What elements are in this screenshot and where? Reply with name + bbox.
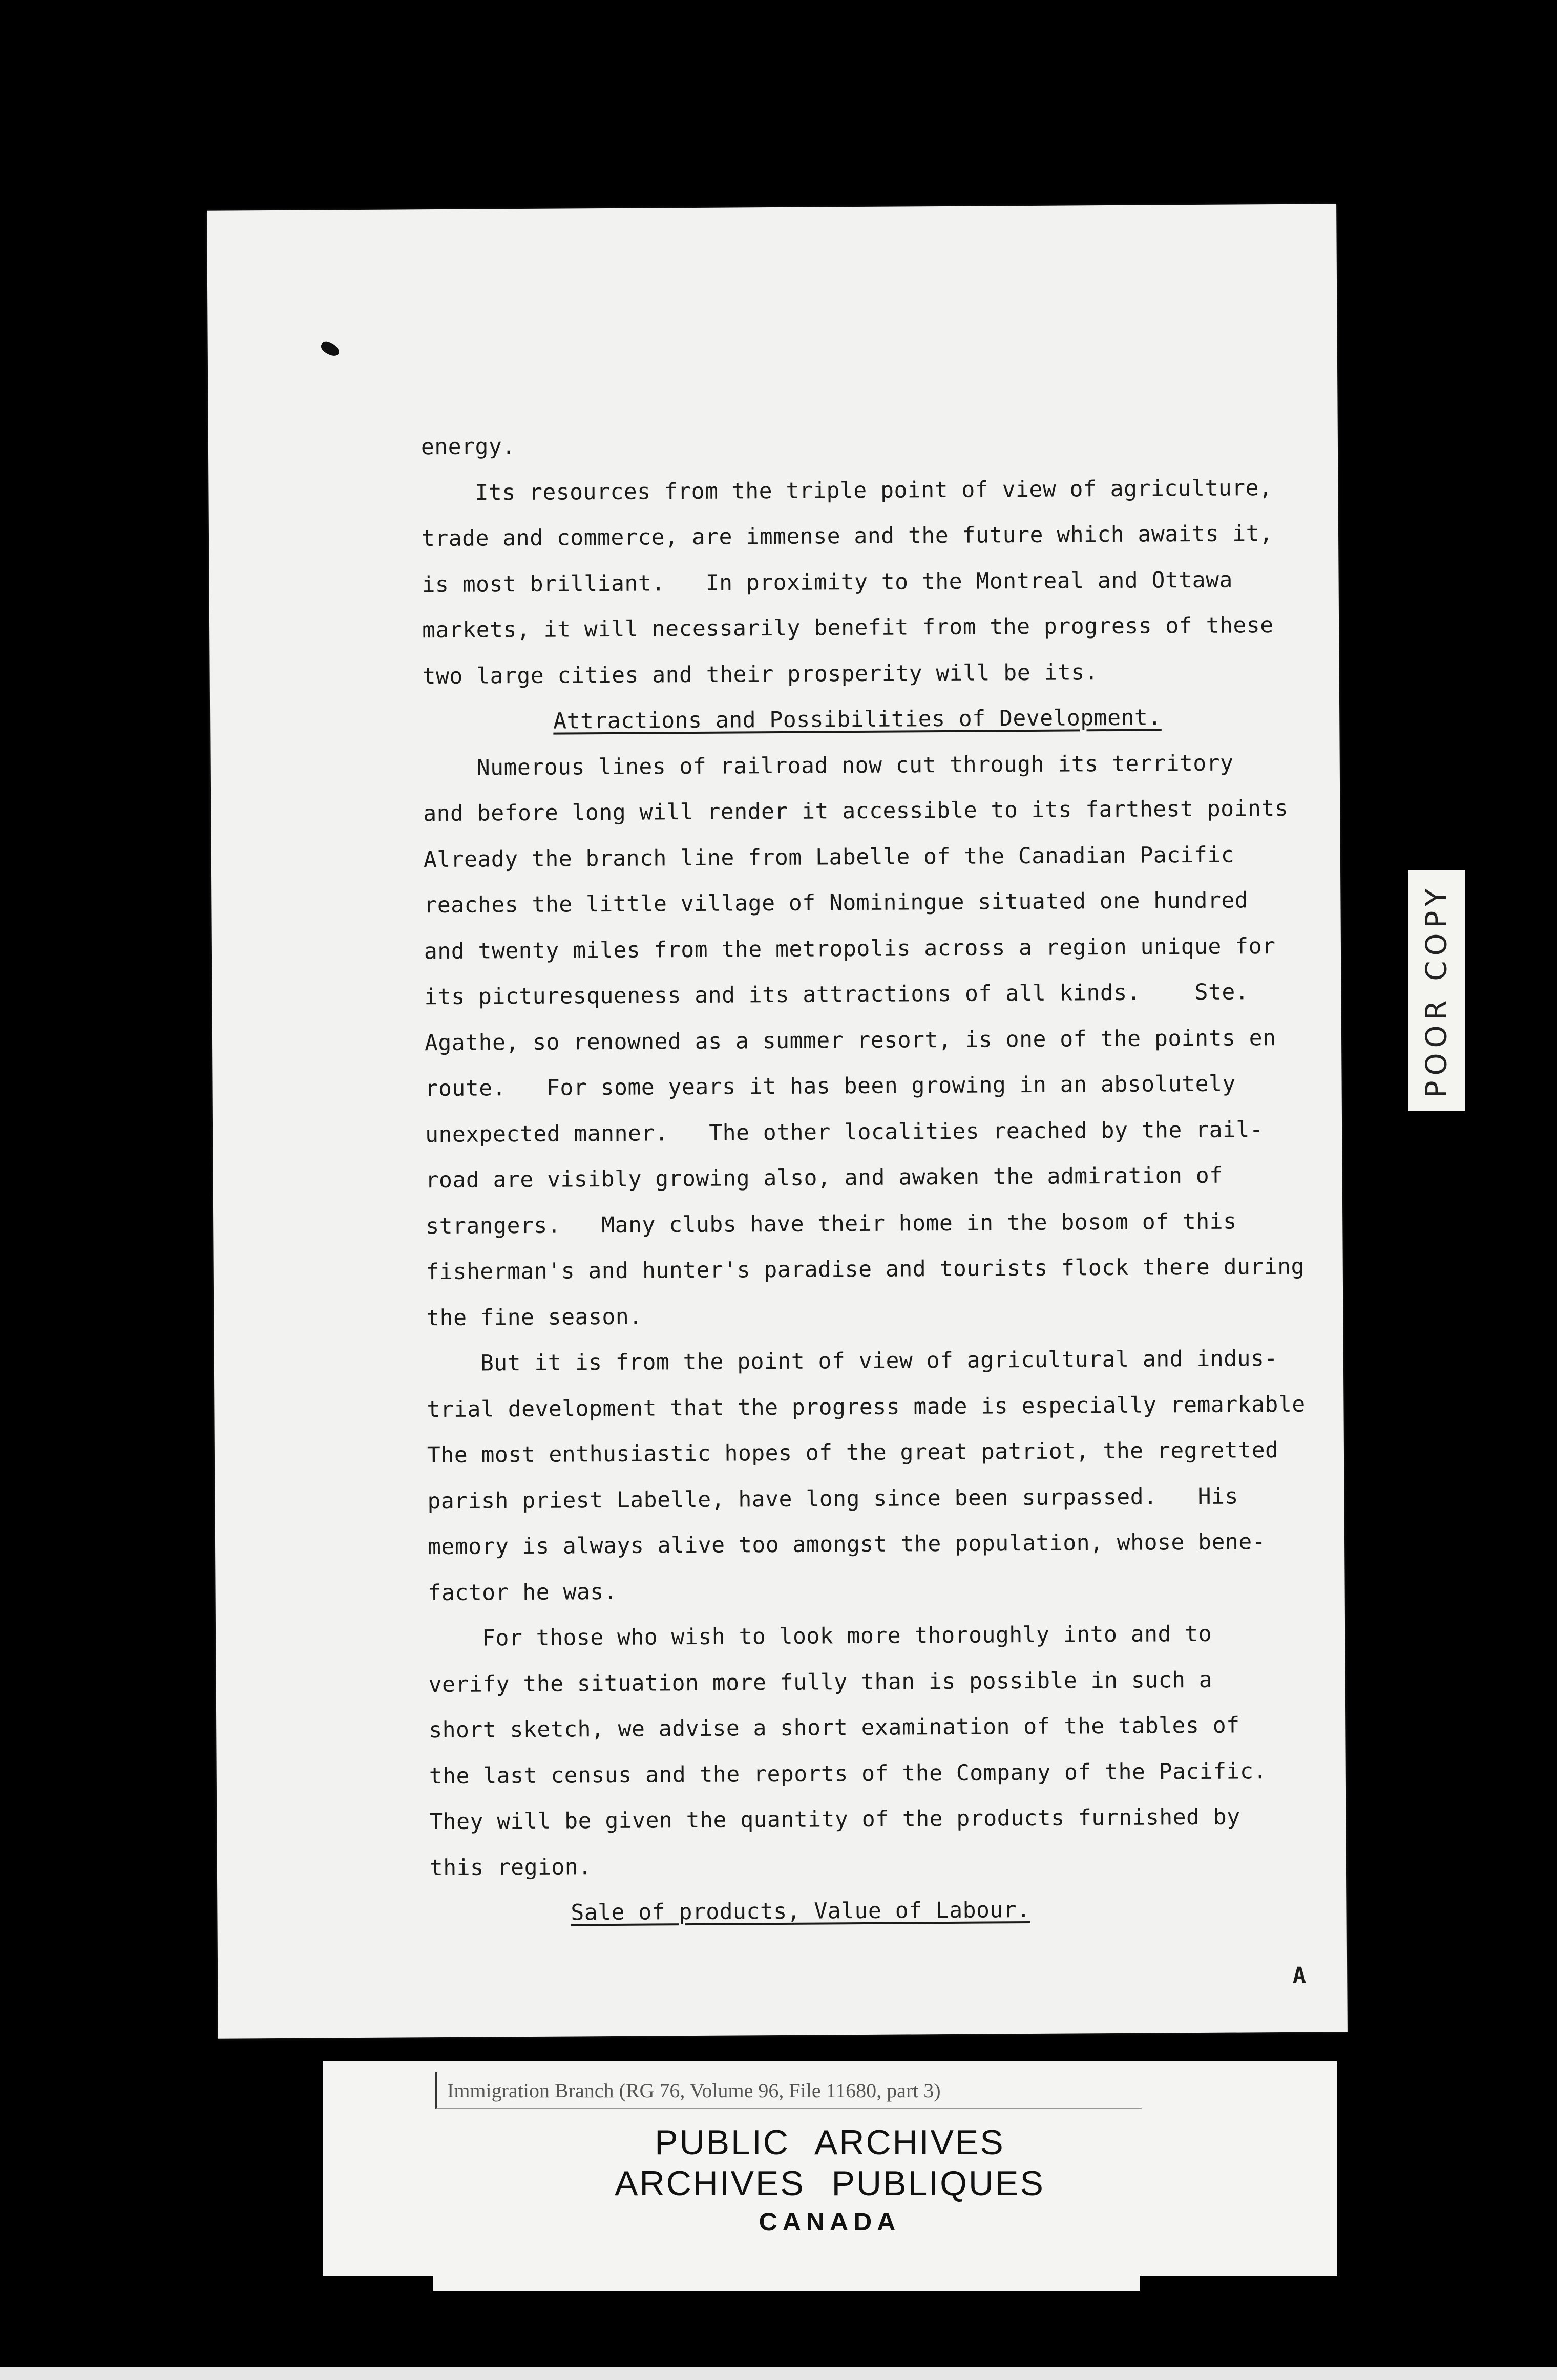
text-line: trial development that the progress made is especially remarkable	[427, 1391, 1306, 1422]
text-line: unexpected manner. The other localities reached by the rail-	[425, 1116, 1264, 1148]
text-line: is most brilliant. In proximity to the Montreal and Ottawa	[422, 567, 1233, 598]
text-line: parish priest Labelle, have long since been surpassed. His	[427, 1483, 1238, 1514]
text-line: markets, it will necessarily benefit from the progress of these	[422, 612, 1274, 644]
text-line: Already the branch line from Labelle of the Canadian Pacific	[423, 842, 1235, 873]
section-heading: Attractions and Possibilities of Development.	[553, 705, 1162, 734]
text-line: energy.	[420, 434, 516, 460]
text-line: fisherman's and hunter's paradise and tourists flock there during	[426, 1253, 1305, 1285]
punch-mark	[319, 339, 342, 358]
document-body	[421, 419, 1324, 1937]
text-line: For those who wish to look more thoroughly into and to	[482, 1621, 1212, 1651]
text-line: verify the situation more fully than is possible in such a	[428, 1667, 1213, 1697]
text-line: But it is from the point of view of agricultural and indus-	[480, 1346, 1278, 1376]
text-line: and twenty miles from the metropolis across a region unique for	[424, 933, 1276, 964]
text-line: They will be given the quantity of the products furnished by	[429, 1804, 1240, 1835]
text-line: this region.	[429, 1854, 592, 1881]
text-line: route. For some years it has been growing in an absolutely	[425, 1071, 1236, 1102]
text-line: short sketch, we advise a short examination of the tables of	[429, 1712, 1240, 1744]
text-line: reaches the little village of Nominingue situated one hundred	[424, 887, 1249, 919]
text-line: factor he was.	[428, 1579, 618, 1606]
text-line: Numerous lines of railroad now cut through its territory	[476, 750, 1234, 781]
poor-copy-stamp	[1408, 870, 1465, 1111]
text-line: Agathe, so renowned as a summer resort, is one of the points en	[424, 1025, 1276, 1056]
document-page	[207, 204, 1348, 2038]
archive-title-fr: ARCHIVES PUBLIQUES	[615, 2164, 1045, 2203]
text-line: its picturesqueness and its attractions of all kinds. Ste.	[424, 979, 1249, 1010]
text-line: Its resources from the triple point of view of agriculture,	[475, 475, 1273, 506]
label-strip	[433, 2276, 1140, 2291]
text-line: strangers. Many clubs have their home in the bosom of this	[426, 1208, 1237, 1239]
stamp-text: POOR COPY	[1420, 883, 1454, 1098]
text-line: trade and commerce, are immense and the future which awaits it,	[421, 521, 1273, 552]
film-edge	[0, 2367, 1557, 2380]
archive-country: CANADA	[759, 2207, 901, 2236]
corner-mark: A	[1292, 1962, 1307, 1989]
text-line: The most enthusiastic hopes of the great patriot, the regretted	[427, 1437, 1279, 1469]
text-line: the fine season.	[426, 1304, 643, 1331]
text-line: two large cities and their prosperity will be its.	[422, 659, 1099, 689]
text-line: road are visibly growing also, and awaken the admiration of	[425, 1162, 1223, 1194]
text-line: memory is always alive too amongst the population, whose bene-	[427, 1529, 1266, 1560]
text-line: and before long will render it accessible to its farthest points	[423, 795, 1289, 827]
archive-title-en: PUBLIC ARCHIVES	[655, 2123, 1005, 2162]
text-line: the last census and the reports of the Company of the Pacific.	[429, 1758, 1267, 1789]
section-heading: Sale of products, Value of Labour.	[571, 1897, 1030, 1926]
archive-label	[323, 2061, 1337, 2276]
archive-citation: Immigration Branch (RG 76, Volume 96, File 11680, part 3)	[435, 2072, 1142, 2109]
